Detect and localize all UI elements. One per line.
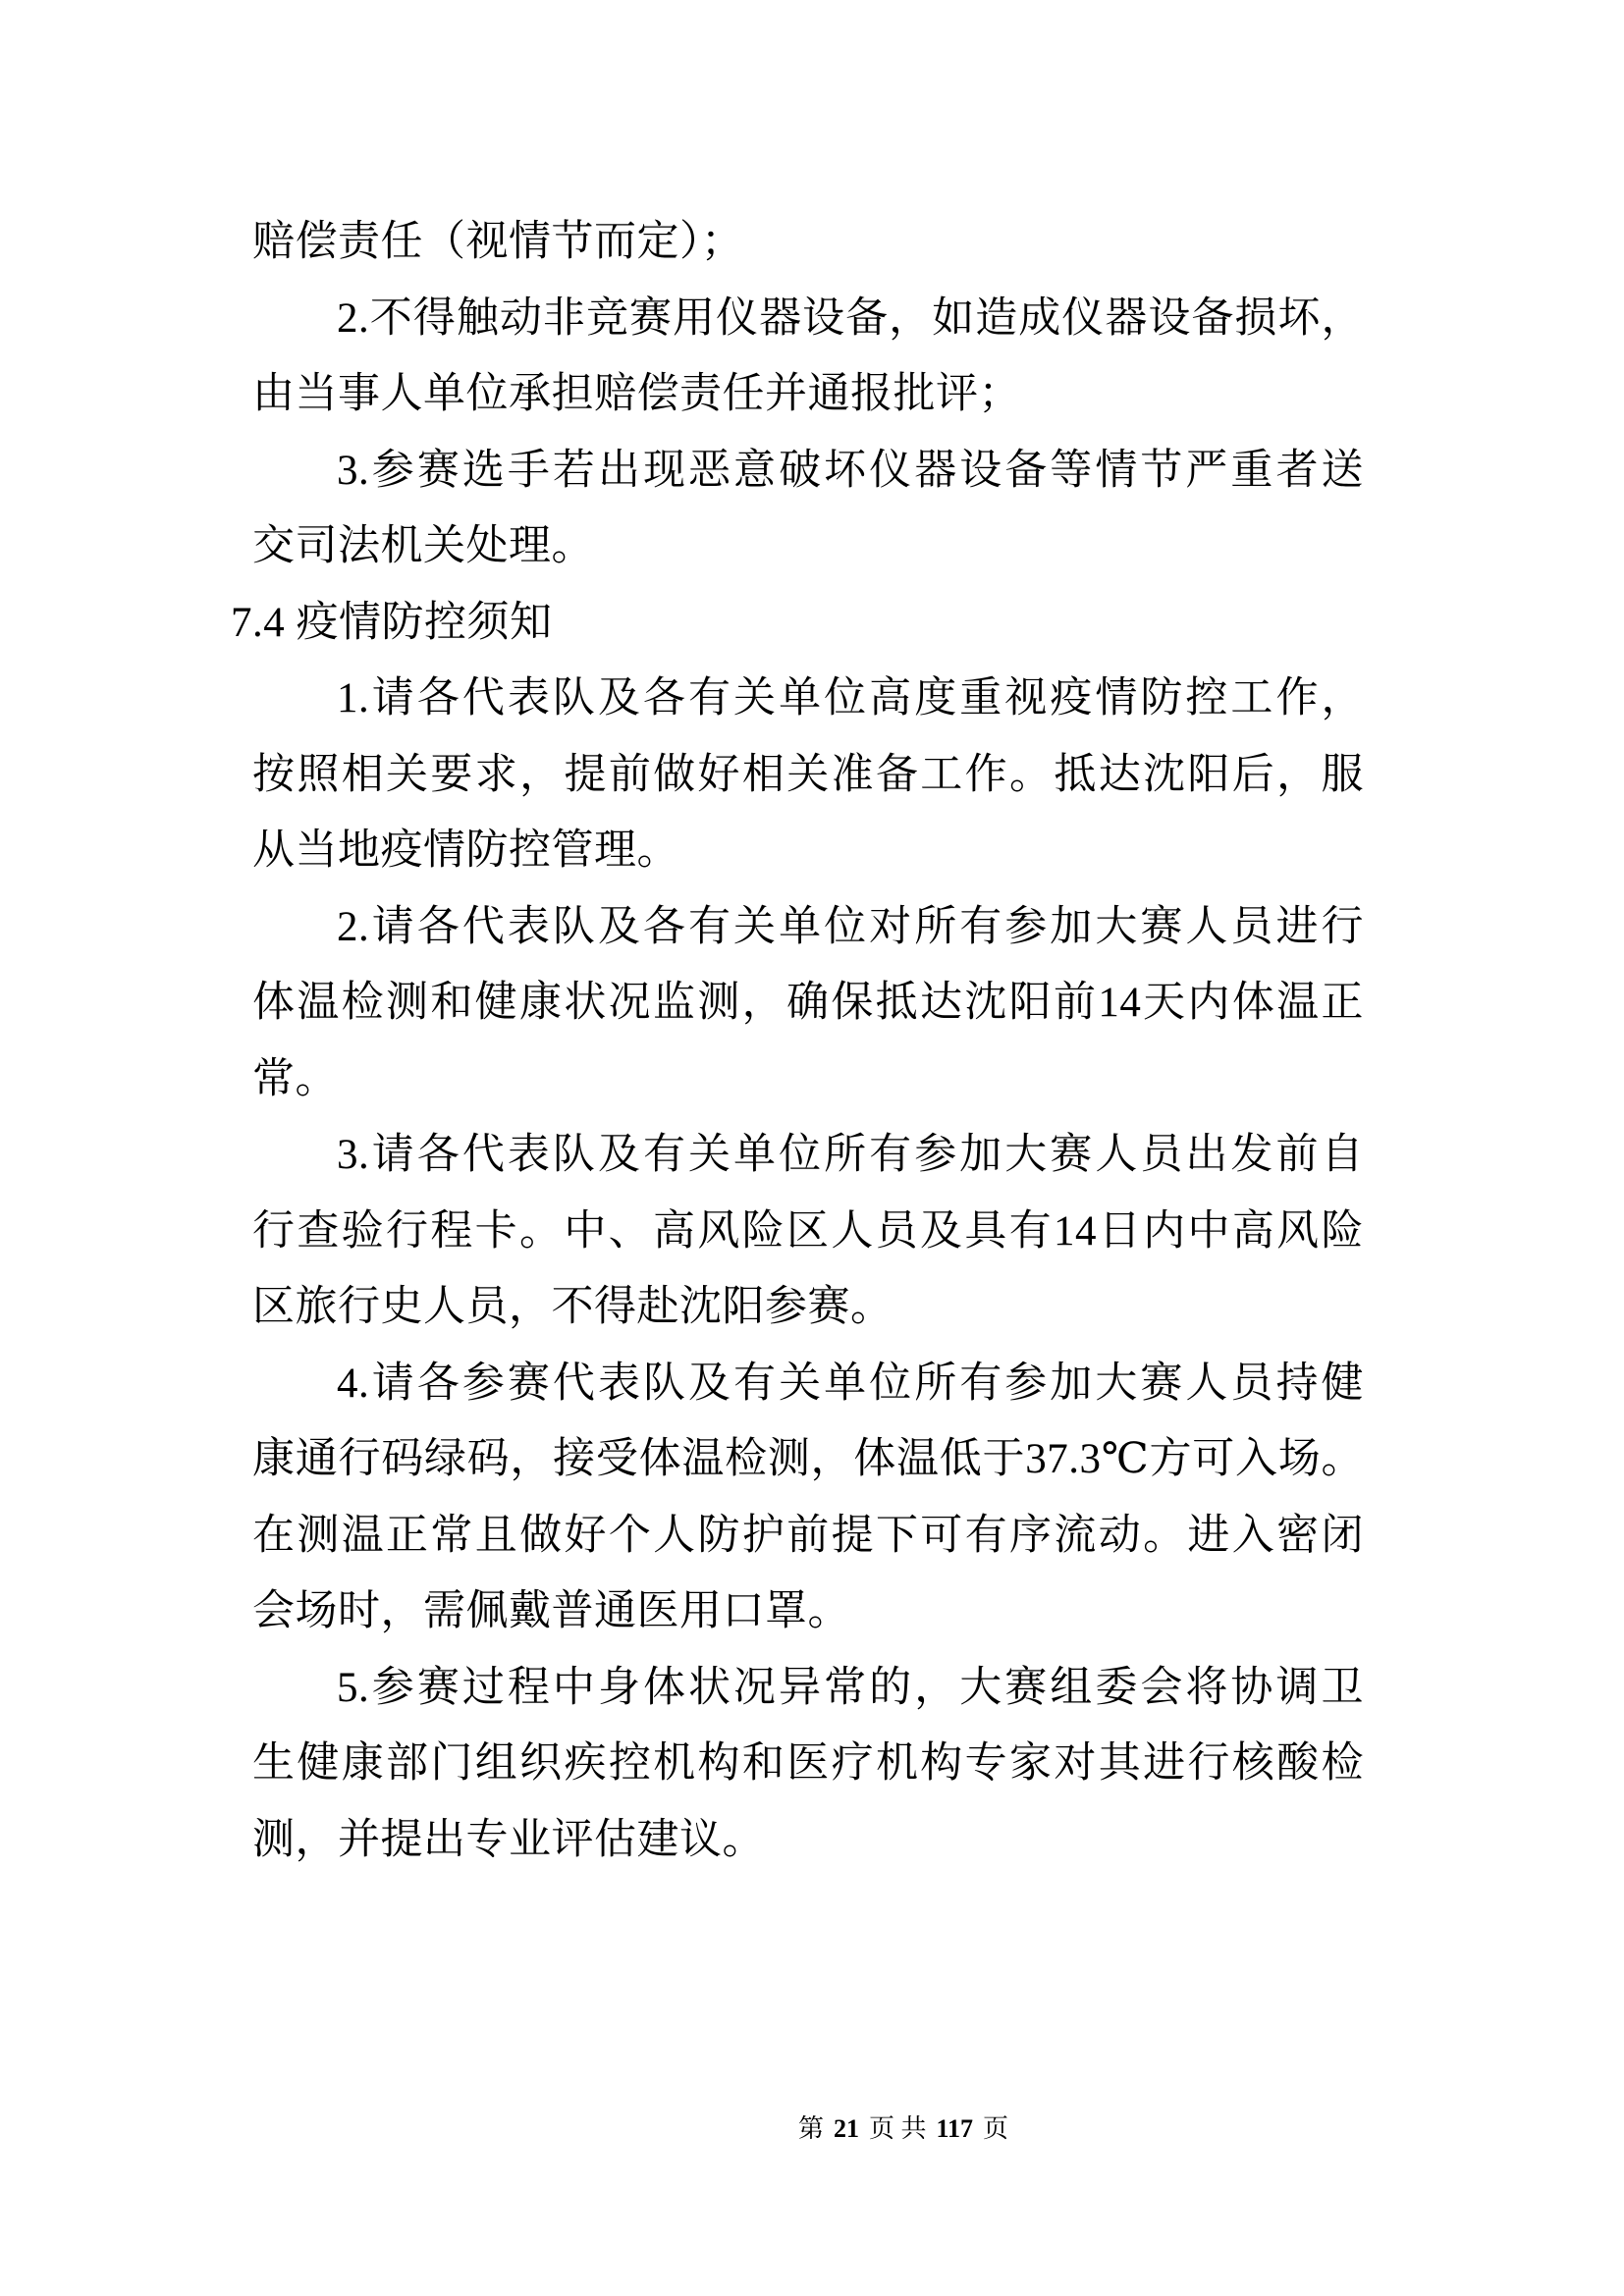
- footer-page-number: 21: [833, 2114, 859, 2143]
- text-line: 交司法机关处理。: [252, 523, 594, 569]
- text-line: 1.请各代表队及各有关单位高度重视疫情防控工作，: [337, 675, 1364, 721]
- text-line: 会场时，需佩戴普通医用口罩。: [252, 1588, 850, 1634]
- text-line: 2.不得触动非竞赛用仪器设备，如造成仪器设备损坏，: [337, 294, 1364, 342]
- text-line: 3.请各代表队及有关单位所有参加大赛人员出发前自: [337, 1132, 1364, 1178]
- text-line: 在测温正常且做好个人防护前提下可有序流动。进入密闭: [252, 1512, 1364, 1559]
- text-line: 行查验行程卡。中、高风险区人员及具有14日内中高风险: [252, 1207, 1364, 1255]
- footer-suffix: 页: [983, 2114, 1009, 2143]
- section-heading: 7.4 疫情防控须知: [231, 599, 553, 646]
- text-line: 体温检测和健康状况监测，确保抵达沈阳前14天内体温正: [252, 980, 1364, 1026]
- text-line: 3.参赛选手若出现恶意破坏仪器设备等情节严重者送: [337, 447, 1364, 494]
- text-line: 由当事人单位承担赔偿责任并通报批评；: [252, 371, 1021, 417]
- text-line: 按照相关要求，提前做好相关准备工作。抵达沈阳后，服: [252, 751, 1364, 798]
- footer-total-pages: 117: [936, 2114, 974, 2143]
- text-line: 测，并提出专业评估建议。: [252, 1816, 765, 1863]
- text-line: 生健康部门组织疾控机构和医疗机构专家对其进行核酸检: [252, 1740, 1364, 1787]
- text-line: 康通行码绿码，接受体温检测，体温低于37.3℃方可入场。: [252, 1436, 1364, 1482]
- text-line: 区旅行史人员，不得赴沈阳参赛。: [252, 1284, 893, 1330]
- text-line: 从当地疫情防控管理。: [252, 828, 679, 874]
- text-line: 赔偿责任（视情节而定）；: [252, 219, 744, 265]
- text-line: 2.请各代表队及各有关单位对所有参加大赛人员进行: [337, 903, 1364, 950]
- page-footer: [793, 2109, 1013, 2145]
- text-line: 5.参赛过程中身体状况异常的，大赛组委会将协调卫: [337, 1664, 1364, 1711]
- text-line: 4.请各参赛代表队及有关单位所有参加大赛人员持健: [337, 1360, 1364, 1407]
- footer-prefix: 第: [797, 2114, 824, 2143]
- text-block: [231, 204, 1364, 1878]
- footer-middle: 页 共: [868, 2114, 927, 2143]
- text-line: 常。: [252, 1055, 338, 1102]
